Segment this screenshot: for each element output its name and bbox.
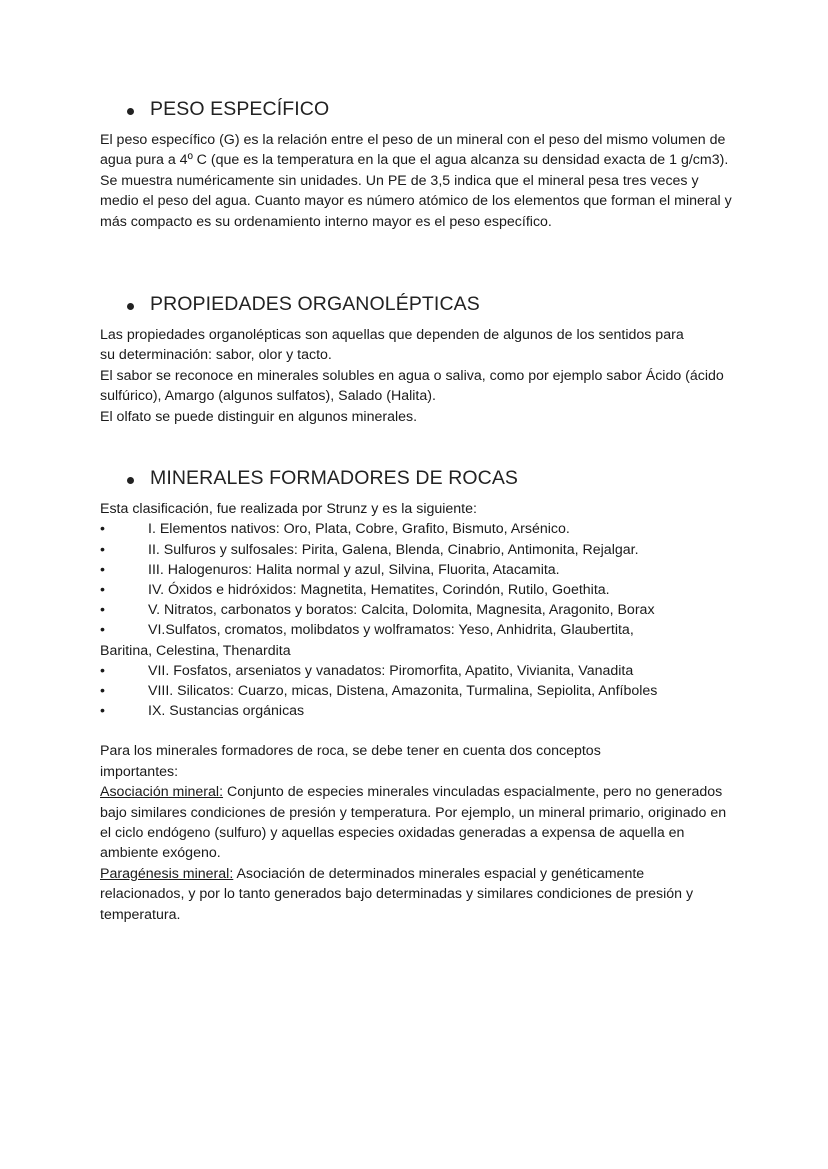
list-item <box>100 600 740 620</box>
list-item <box>100 560 740 580</box>
list-item-text: IV. Óxidos e hidróxidos: Magnetita, Hematites, Corindón, Rutilo, Goethita. <box>148 582 610 599</box>
bullet-icon: • <box>100 683 105 700</box>
bullet-dot-icon <box>127 108 134 115</box>
bullet-icon: • <box>100 521 105 538</box>
paragraph-line: El sabor se reconoce en minerales solubles en agua o saliva, como por ejemplo sabor Ácido (ácido sulfúrico), Amargo (algunos sulfatos), Salado (Halita). <box>100 367 724 405</box>
heading-text: PESO ESPECÍFICO <box>150 98 330 120</box>
heading-text: MINERALES FORMADORES DE ROCAS <box>150 467 519 489</box>
list-item-text: VII. Fosfatos, arseniatos y vanadatos: Piromorfita, Apatito, Vivianita, Vanadita <box>148 662 634 679</box>
section-peso-especifico <box>100 98 740 232</box>
list-item-text: VI.Sulfatos, cromatos, molibdatos y wolframatos: Yeso, Anhidrita, Glaubertita, <box>148 622 634 639</box>
bullet-icon: • <box>100 662 105 679</box>
section-heading <box>100 467 740 497</box>
spacer <box>100 721 740 741</box>
section-minerales-formadores <box>100 467 740 925</box>
heading-text: PROPIEDADES ORGANOLÉPTICAS <box>150 293 480 315</box>
section-propiedades-organolepticas <box>100 293 740 427</box>
list-item <box>100 661 740 681</box>
paragraph-line: El olfato se puede distinguir en algunos minerales. <box>100 408 418 425</box>
list-item-text: VIII. Silicatos: Cuarzo, micas, Distena, Amazonita, Turmalina, Sepiolita, Anfíboles <box>148 683 658 700</box>
list-item-continuation: Baritina, Celestina, Thenardita <box>100 642 291 659</box>
concept-paragenesis <box>100 864 700 925</box>
section-heading <box>100 98 740 128</box>
bullet-icon: • <box>100 541 105 558</box>
list-item-text: V. Nitratos, carbonatos y boratos: Calcita, Dolomita, Magnesita, Aragonito, Borax <box>148 602 655 619</box>
list-item <box>100 580 740 600</box>
list-intro: Esta clasificación, fue realizada por Strunz y es la siguiente: <box>100 501 477 517</box>
bullet-icon: • <box>100 602 105 619</box>
bullet-icon: • <box>100 582 105 599</box>
list-item <box>100 519 740 539</box>
list-item <box>100 701 740 721</box>
paragraph: El peso específico (G) es la relación entre el peso de un mineral con el peso del mismo volumen de agua pura a 4º C (que es la temperatura en la que el agua alcanza su densidad exacta de 1 g/cm3). Se muestra numéricamente sin unidades. Un PE de 3,5 indica que el mineral pesa tres veces y medio el peso del agua. Cuanto mayor es número atómico de los elementos que forman el mineral y más compacto es su ordenamiento interno mayor es el peso específico. <box>100 132 732 230</box>
paragraph-line: Las propiedades organolépticas son aquellas que dependen de algunos de los sentidos para su determinación: sabor, olor y tacto. <box>100 327 684 364</box>
concept-definition: Asociación de determinados minerales espacial y genéticamente relacionados, y por lo tanto generados bajo determinadas y similares condiciones de presión y temperatura. <box>100 865 694 923</box>
concept-definition: Conjunto de especies minerales vinculadas espacialmente, pero no generados bajo similares condiciones de presión y temperatura. Por ejemplo, un mineral primario, originado en el ciclo endógeno (sulfuro) y aquellas especies oxidadas generadas a expensa de aquella en ambiente exógeno. <box>100 784 727 862</box>
bullet-icon: • <box>100 703 105 720</box>
concept-term: Paragénesis mineral: <box>100 865 234 882</box>
list-item <box>100 540 740 560</box>
bullet-icon: • <box>100 561 105 578</box>
list-item <box>100 681 740 701</box>
list-item-text: IX. Sustancias orgánicas <box>148 703 305 720</box>
bullet-dot-icon <box>127 477 134 484</box>
list-item-text: II. Sulfuros y sulfosales: Pirita, Galena, Blenda, Cinabrio, Antimonita, Rejalgar. <box>148 541 639 558</box>
section-heading <box>100 293 740 323</box>
list-item-text: III. Halogenuros: Halita normal y azul, Silvina, Fluorita, Atacamita. <box>148 561 560 578</box>
concepts-intro: Para los minerales formadores de roca, se debe tener en cuenta dos conceptos importantes: <box>100 743 601 780</box>
list-item <box>100 620 740 660</box>
list-item-text: I. Elementos nativos: Oro, Plata, Cobre, Grafito, Bismuto, Arsénico. <box>148 521 570 538</box>
concept-asociacion <box>100 782 728 864</box>
bullet-dot-icon <box>127 303 134 310</box>
bullet-icon: • <box>100 622 105 639</box>
strunz-classification-list <box>100 519 740 721</box>
concept-term: Asociación mineral: <box>100 784 224 801</box>
